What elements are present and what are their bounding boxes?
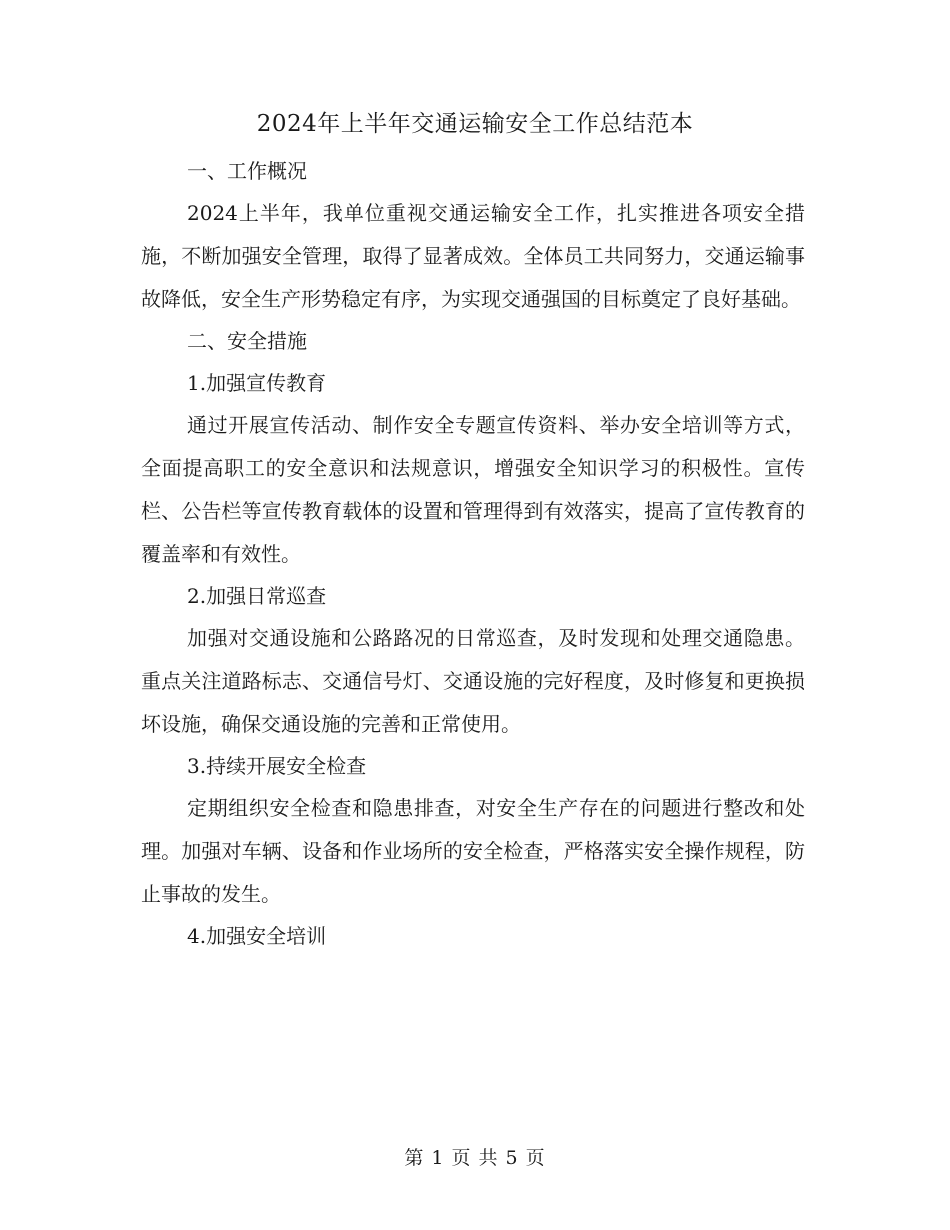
document-body xyxy=(141,150,805,957)
item-heading-4: 4.加强安全培训 xyxy=(187,924,327,948)
item-heading-3: 3.持续开展安全检查 xyxy=(187,754,367,778)
item-heading-2: 2.加强日常巡查 xyxy=(187,584,327,608)
item-heading-1: 1.加强宣传教育 xyxy=(187,371,327,395)
section-heading-measures: 二、安全措施 xyxy=(187,329,307,353)
paragraph-overview: 2024上半年，我单位重视交通运输安全工作，扎实推进各项安全措施，不断加强安全管理，取得了显著成效。全体员工共同努力，交通运输事故降低，安全生产形势稳定有序，为实现交通强国的目标奠定了良好基础。 xyxy=(141,201,805,311)
paragraph-item-3: 定期组织安全检查和隐患排查，对安全生产存在的问题进行整改和处理。加强对车辆、设备和作业场所的安全检查，严格落实安全操作规程，防止事故的发生。 xyxy=(141,796,805,906)
paragraph-item-2: 加强对交通设施和公路路况的日常巡查，及时发现和处理交通隐患。重点关注道路标志、交通信号灯、交通设施的完好程度，及时修复和更换损坏设施，确保交通设施的完善和正常使用。 xyxy=(141,626,805,736)
document-title: 2024年上半年交通运输安全工作总结范本 xyxy=(256,111,694,137)
paragraph-item-1: 通过开展宣传活动、制作安全专题宣传资料、举办安全培训等方式，全面提高职工的安全意识和法规意识，增强安全知识学习的积极性。宣传栏、公告栏等宣传教育载体的设置和管理得到有效落实，提高了宣传教育的覆盖率和有效性。 xyxy=(141,413,805,566)
section-heading-overview: 一、工作概况 xyxy=(187,159,307,183)
page-footer: 第 1 页 共 5 页 xyxy=(404,1147,546,1169)
